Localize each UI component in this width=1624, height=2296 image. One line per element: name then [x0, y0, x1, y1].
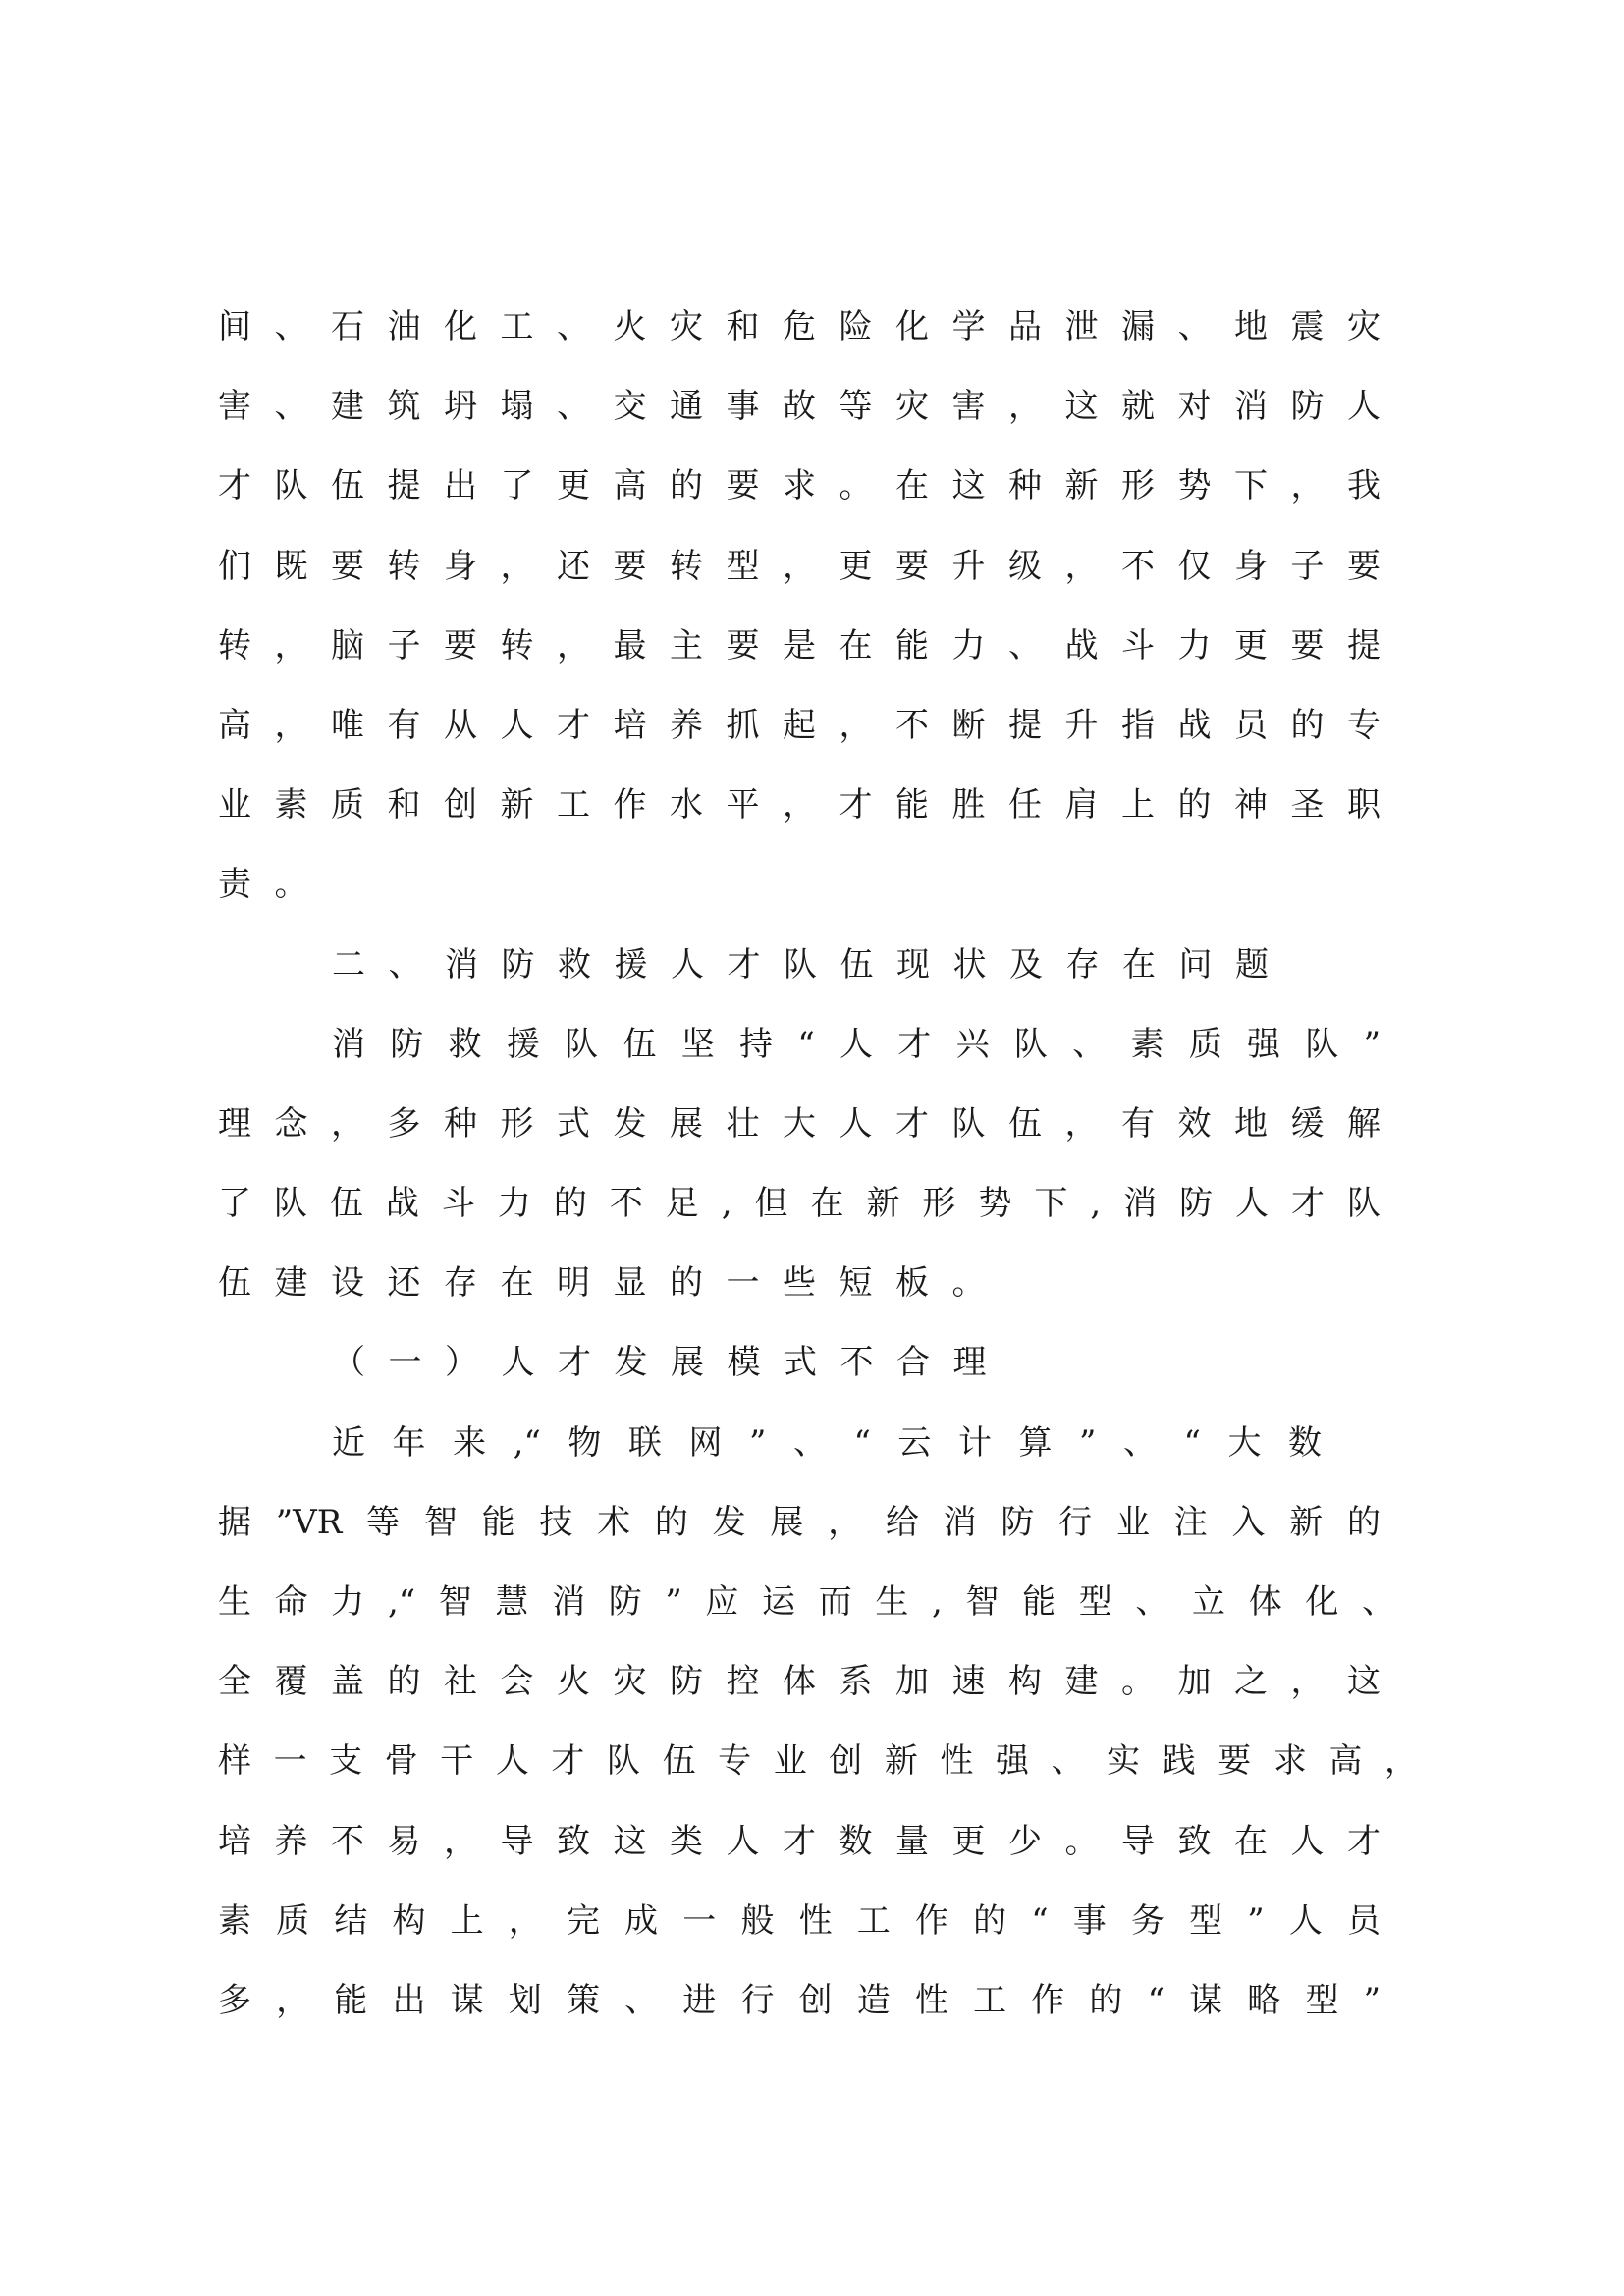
text-line: 培养不易，导致这类人才数量更少。导致在人才 [218, 1821, 1380, 1861]
text-line: 责。 [218, 865, 331, 905]
text-line: 生命力,“智慧消防”应运而生,智能型、立体化、 [218, 1582, 1395, 1622]
text-line: 多，能出谋划策、进行创造性工作的“谋略型” [218, 1980, 1380, 2020]
text-line: 全覆盖的社会火灾防控体系加速构建。加之，这 [218, 1662, 1380, 1702]
text-line: 素质结构上，完成一般性工作的“事务型”人员 [218, 1900, 1380, 1941]
section-heading: 二、消防救援人才队伍现状及存在问题 [332, 944, 1292, 985]
text-line: 样一支骨干人才队伍专业创新性强、实践要求高， [218, 1741, 1418, 1782]
subsection-heading: （一）人才发展模式不合理 [332, 1343, 1009, 1383]
text-line: 伍建设还存在明显的一些短板。 [218, 1263, 1008, 1304]
text-line: 才队伍提出了更高的要求。在这种新形势下，我 [218, 466, 1380, 507]
body-text [218, 288, 1455, 2041]
paragraph-first-line: 近年来,“物联网”、“云计算”、“大数 [332, 1422, 1322, 1463]
text-line: 害、建筑坍塌、交通事故等灾害，这就对消防人 [218, 387, 1380, 427]
text-line: 转，脑子要转，最主要是在能力、战斗力更要提 [218, 625, 1380, 666]
text-line: 据”VR等智能技术的发展，给消防行业注入新的 [218, 1502, 1380, 1542]
text-line: 理念，多种形式发展壮大人才队伍，有效地缓解 [218, 1103, 1380, 1144]
paragraph-first-line: 消防救援队伍坚持“人才兴队、素质强队” [332, 1024, 1380, 1064]
text-line: 们既要转身，还要转型，更要升级，不仅身子要 [218, 546, 1380, 586]
text-line: 高，唯有从人才培养抓起，不断提升指战员的专 [218, 705, 1380, 745]
text-line: 了队伍战斗力的不足,但在新形势下,消防人才队 [218, 1184, 1380, 1224]
text-line: 业素质和创新工作水平，才能胜任肩上的神圣职 [218, 785, 1380, 826]
text-line: 间、石油化工、火灾和危险化学品泄漏、地震灾 [218, 307, 1380, 347]
